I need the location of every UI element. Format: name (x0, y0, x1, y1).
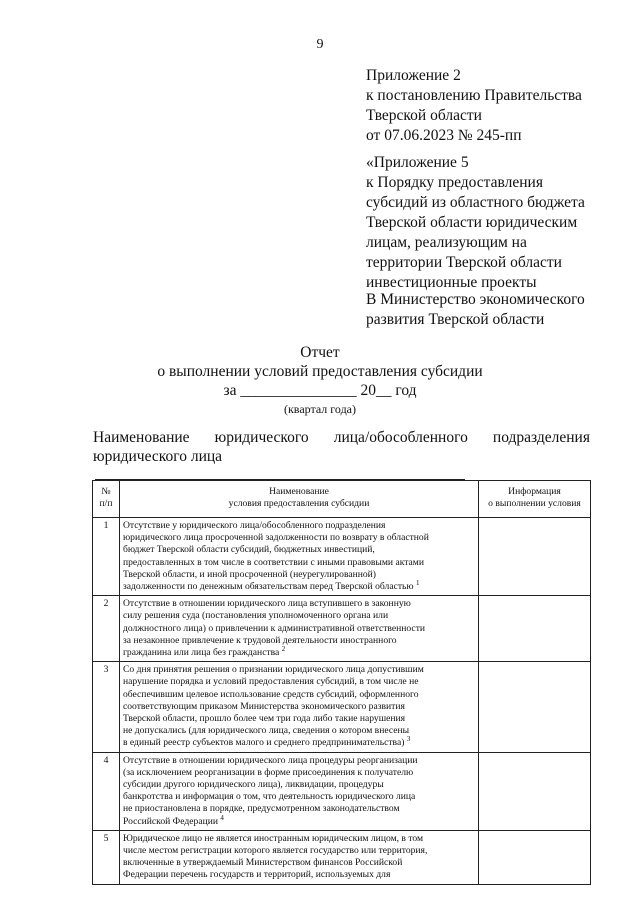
info-cell[interactable] (479, 752, 591, 830)
condition-text (120, 518, 479, 596)
condition-line: Федерации перечень государств и территорий, используемых для (123, 869, 391, 881)
entity-name-label-row (93, 428, 590, 447)
row-number: 2 (93, 596, 120, 662)
header-text: п/п (99, 498, 113, 510)
appendix-reference-line: к Порядку предоставления (366, 174, 543, 191)
condition-line: субсидии другого юридического лица), ликвидации, процедуры (123, 779, 384, 791)
condition-line: Тверской области, прошло более чем три года либо такие нарушения (123, 713, 406, 725)
report-subtitle: о выполнении условий предоставления субсидии (157, 363, 483, 380)
condition-line: предоставленных в том числе в соответствии с иными правовыми актами (123, 556, 425, 568)
entity-name-field (93, 428, 590, 485)
condition-line: Российской Федерации $^4$ (123, 813, 224, 827)
info-cell[interactable] (479, 518, 591, 596)
header-number (93, 481, 120, 518)
info-cell[interactable] (479, 662, 591, 752)
report-heading (0, 343, 640, 419)
condition-line: банкротства и информация о том, что деятельность юридического лица (123, 791, 416, 803)
appendix-reference-line: территории Тверской области (366, 254, 562, 271)
report-period-note: (квартал года) (283, 402, 357, 416)
table-row (93, 518, 591, 596)
table-row (93, 662, 591, 752)
appendix-header-line: от 07.06.2023 № 245-пп (366, 127, 522, 144)
info-cell[interactable] (479, 596, 591, 662)
row-number: 4 (93, 752, 120, 830)
header-text: Наименование (269, 486, 329, 497)
footnote-marker: 4 (220, 813, 224, 822)
appendix-reference-line: Тверской области юридическим (366, 214, 578, 231)
appendix-reference-line: субсидий из областного бюджета (366, 194, 585, 211)
appendix-reference (366, 153, 626, 293)
condition-line: Со дня принятия решения о признании юридического лица допустившим (123, 664, 424, 676)
condition-line: Юридическое лицо не является иностранным юридическим лицом, в том (123, 832, 424, 844)
condition-line: должностного лица) о привлечении к административной ответственности (123, 622, 426, 634)
condition-line: силу решения суда (постановления уполномоченного органа или (123, 610, 389, 622)
header-condition (120, 481, 479, 518)
condition-line: гражданина или лица без гражданства $^2$ (123, 644, 286, 659)
footnote-marker: 1 (415, 578, 420, 587)
footnote-marker: 2 (281, 644, 286, 653)
entity-name-word: юридического (214, 429, 309, 446)
entity-name-blank-line[interactable] (95, 467, 465, 480)
header-info (479, 481, 591, 518)
appendix-reference-line: лицам, реализующим на (366, 234, 527, 251)
addressee-line: развития Тверской области (366, 311, 545, 328)
entity-name-word: Наименование (93, 429, 190, 446)
condition-line: не приостановлена в порядке, предусмотренном законодательством (123, 803, 400, 815)
appendix-header-line: к постановлению Правительства (366, 87, 582, 104)
condition-text (120, 662, 479, 752)
condition-line: обеспечившим целевое использование средств субсидий, оформленного (123, 688, 419, 700)
report-title: Отчет (300, 344, 340, 361)
page-number: 9 (316, 37, 324, 52)
table-row (93, 596, 591, 662)
header-text: условия предоставления субсидии (228, 498, 370, 510)
appendix-header-line: Тверской области (366, 107, 482, 124)
header-text: № (101, 486, 111, 497)
footnote-marker: 3 (406, 735, 411, 744)
addressee (366, 290, 626, 330)
row-number: 3 (93, 662, 120, 752)
addressee-line: В Министерство экономического (366, 291, 585, 308)
condition-text (120, 596, 479, 662)
table-row (93, 830, 591, 884)
condition-line: числе местом регистрации которого является государство или территория, (123, 845, 428, 857)
header-text: Информация (508, 486, 561, 497)
appendix-header (366, 66, 626, 146)
appendix-reference-line: инвестиционные проекты (366, 274, 537, 291)
entity-name-word: юридического лица (93, 448, 223, 465)
appendix-reference-line: «Приложение 5 (366, 154, 469, 171)
condition-line: юридического лица просроченной задолженности по возврату в областной (123, 532, 429, 544)
condition-line: Отсутствие в отношении юридического лица процедуры реорганизации (123, 754, 418, 766)
condition-line: соответствующим приказом Министерства экономического развития (123, 700, 405, 712)
condition-line: Отсутствие в отношении юридического лица вступившего в законную (123, 598, 411, 610)
condition-line: (за исключением реорганизации в форме присоединения к получателю (123, 766, 414, 778)
table-header-row (93, 481, 591, 518)
row-number: 1 (93, 518, 120, 596)
condition-line: в единый реестр субъектов малого и среднего предпринимательства) $^3$ (123, 735, 411, 749)
appendix-header-line: Приложение 2 (366, 67, 461, 84)
condition-line: бюджет Тверской области субсидий, бюджетных инвестиций, (123, 544, 375, 556)
condition-line: не допускались (для юридического лица, сведения о котором внесены (123, 725, 410, 737)
info-cell[interactable] (479, 830, 591, 884)
condition-line: включенные в утверждаемый Министерством финансов Российской (123, 857, 403, 869)
entity-name-word: подразделения (492, 429, 590, 446)
condition-text (120, 830, 479, 884)
row-number: 5 (93, 830, 120, 884)
header-text: о выполнении условия (488, 498, 581, 510)
condition-line: Тверской области, и иной просроченной (неурегулированной) (123, 568, 377, 580)
condition-line: задолженности по денежным обязательствам перед Тверской областью $^1$ (123, 578, 420, 593)
conditions-table (92, 480, 591, 885)
table-row (93, 752, 591, 830)
entity-name-word: лица/обособленного (333, 429, 468, 446)
condition-line: за незаконное привлечение к трудовой деятельности иностранного (123, 634, 397, 646)
report-period: за _______________ 20__ год (223, 382, 417, 399)
condition-line: Отсутствие у юридического лица/обособленного подразделения (123, 520, 386, 531)
condition-text (120, 752, 479, 830)
condition-line: нарушение порядка и условий предоставления субсидий, в том числе не (123, 676, 419, 688)
